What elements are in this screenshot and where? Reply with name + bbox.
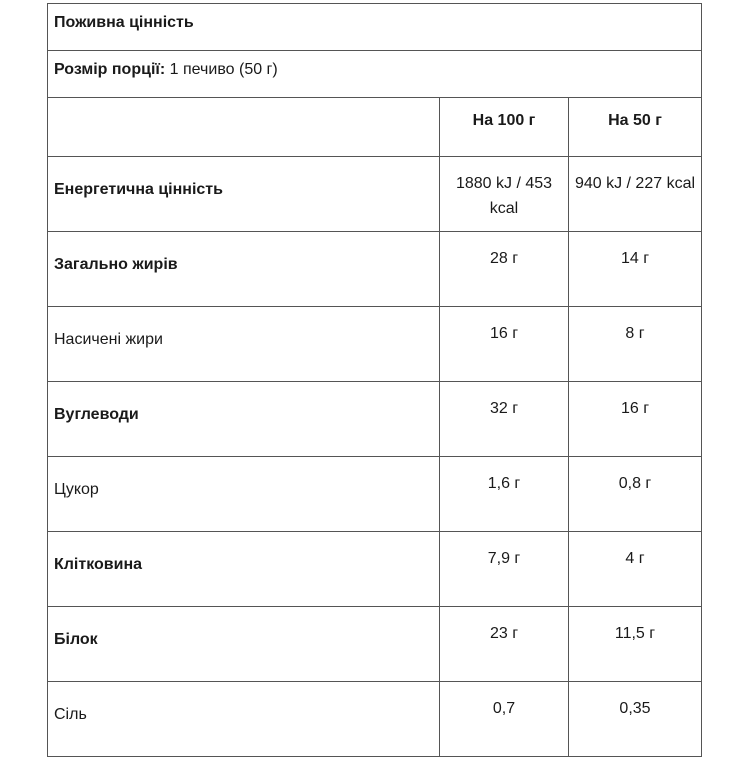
title-row (48, 4, 702, 51)
table-title: Поживна цінність (48, 4, 702, 51)
value-per-100g: 0,7 (440, 682, 569, 757)
serving-size-label: Розмір порції: (54, 61, 166, 78)
nutrition-table (47, 3, 702, 757)
row-label: Вуглеводи (48, 382, 440, 457)
value-per-50g: 11,5 г (569, 607, 702, 682)
serving-size (48, 51, 702, 98)
table-row-salt (48, 682, 702, 757)
table-row-total-fat (48, 232, 702, 307)
header-empty (48, 98, 440, 157)
table-row-saturated-fat (48, 307, 702, 382)
value-per-50g: 14 г (569, 232, 702, 307)
value-per-50g: 0,35 (569, 682, 702, 757)
row-label: Цукор (48, 457, 440, 532)
value-per-100g: 28 г (440, 232, 569, 307)
table-row-carbohydrates (48, 382, 702, 457)
value-per-100g: 1,6 г (440, 457, 569, 532)
nutrition-table-container (47, 3, 701, 757)
value-per-100g: 1880 kJ / 453 kcal (440, 157, 569, 232)
serving-row (48, 51, 702, 98)
value-per-50g: 940 kJ / 227 kcal (569, 157, 702, 232)
table-row-fiber (48, 532, 702, 607)
value-per-50g: 4 г (569, 532, 702, 607)
row-label: Енергетична цінність (48, 157, 440, 232)
header-per-50g: На 50 г (569, 98, 702, 157)
value-per-100g: 23 г (440, 607, 569, 682)
header-per-100g: На 100 г (440, 98, 569, 157)
value-per-50g: 0,8 г (569, 457, 702, 532)
table-row-energy (48, 157, 702, 232)
table-row-sugar (48, 457, 702, 532)
value-per-100g: 7,9 г (440, 532, 569, 607)
value-per-50g: 16 г (569, 382, 702, 457)
value-per-100g: 32 г (440, 382, 569, 457)
row-label: Білок (48, 607, 440, 682)
row-label: Сіль (48, 682, 440, 757)
value-per-100g: 16 г (440, 307, 569, 382)
row-label: Клітковина (48, 532, 440, 607)
row-label: Загально жирів (48, 232, 440, 307)
serving-size-value: 1 печиво (50 г) (169, 61, 278, 78)
row-label: Насичені жири (48, 307, 440, 382)
header-row (48, 98, 702, 157)
table-row-protein (48, 607, 702, 682)
value-per-50g: 8 г (569, 307, 702, 382)
